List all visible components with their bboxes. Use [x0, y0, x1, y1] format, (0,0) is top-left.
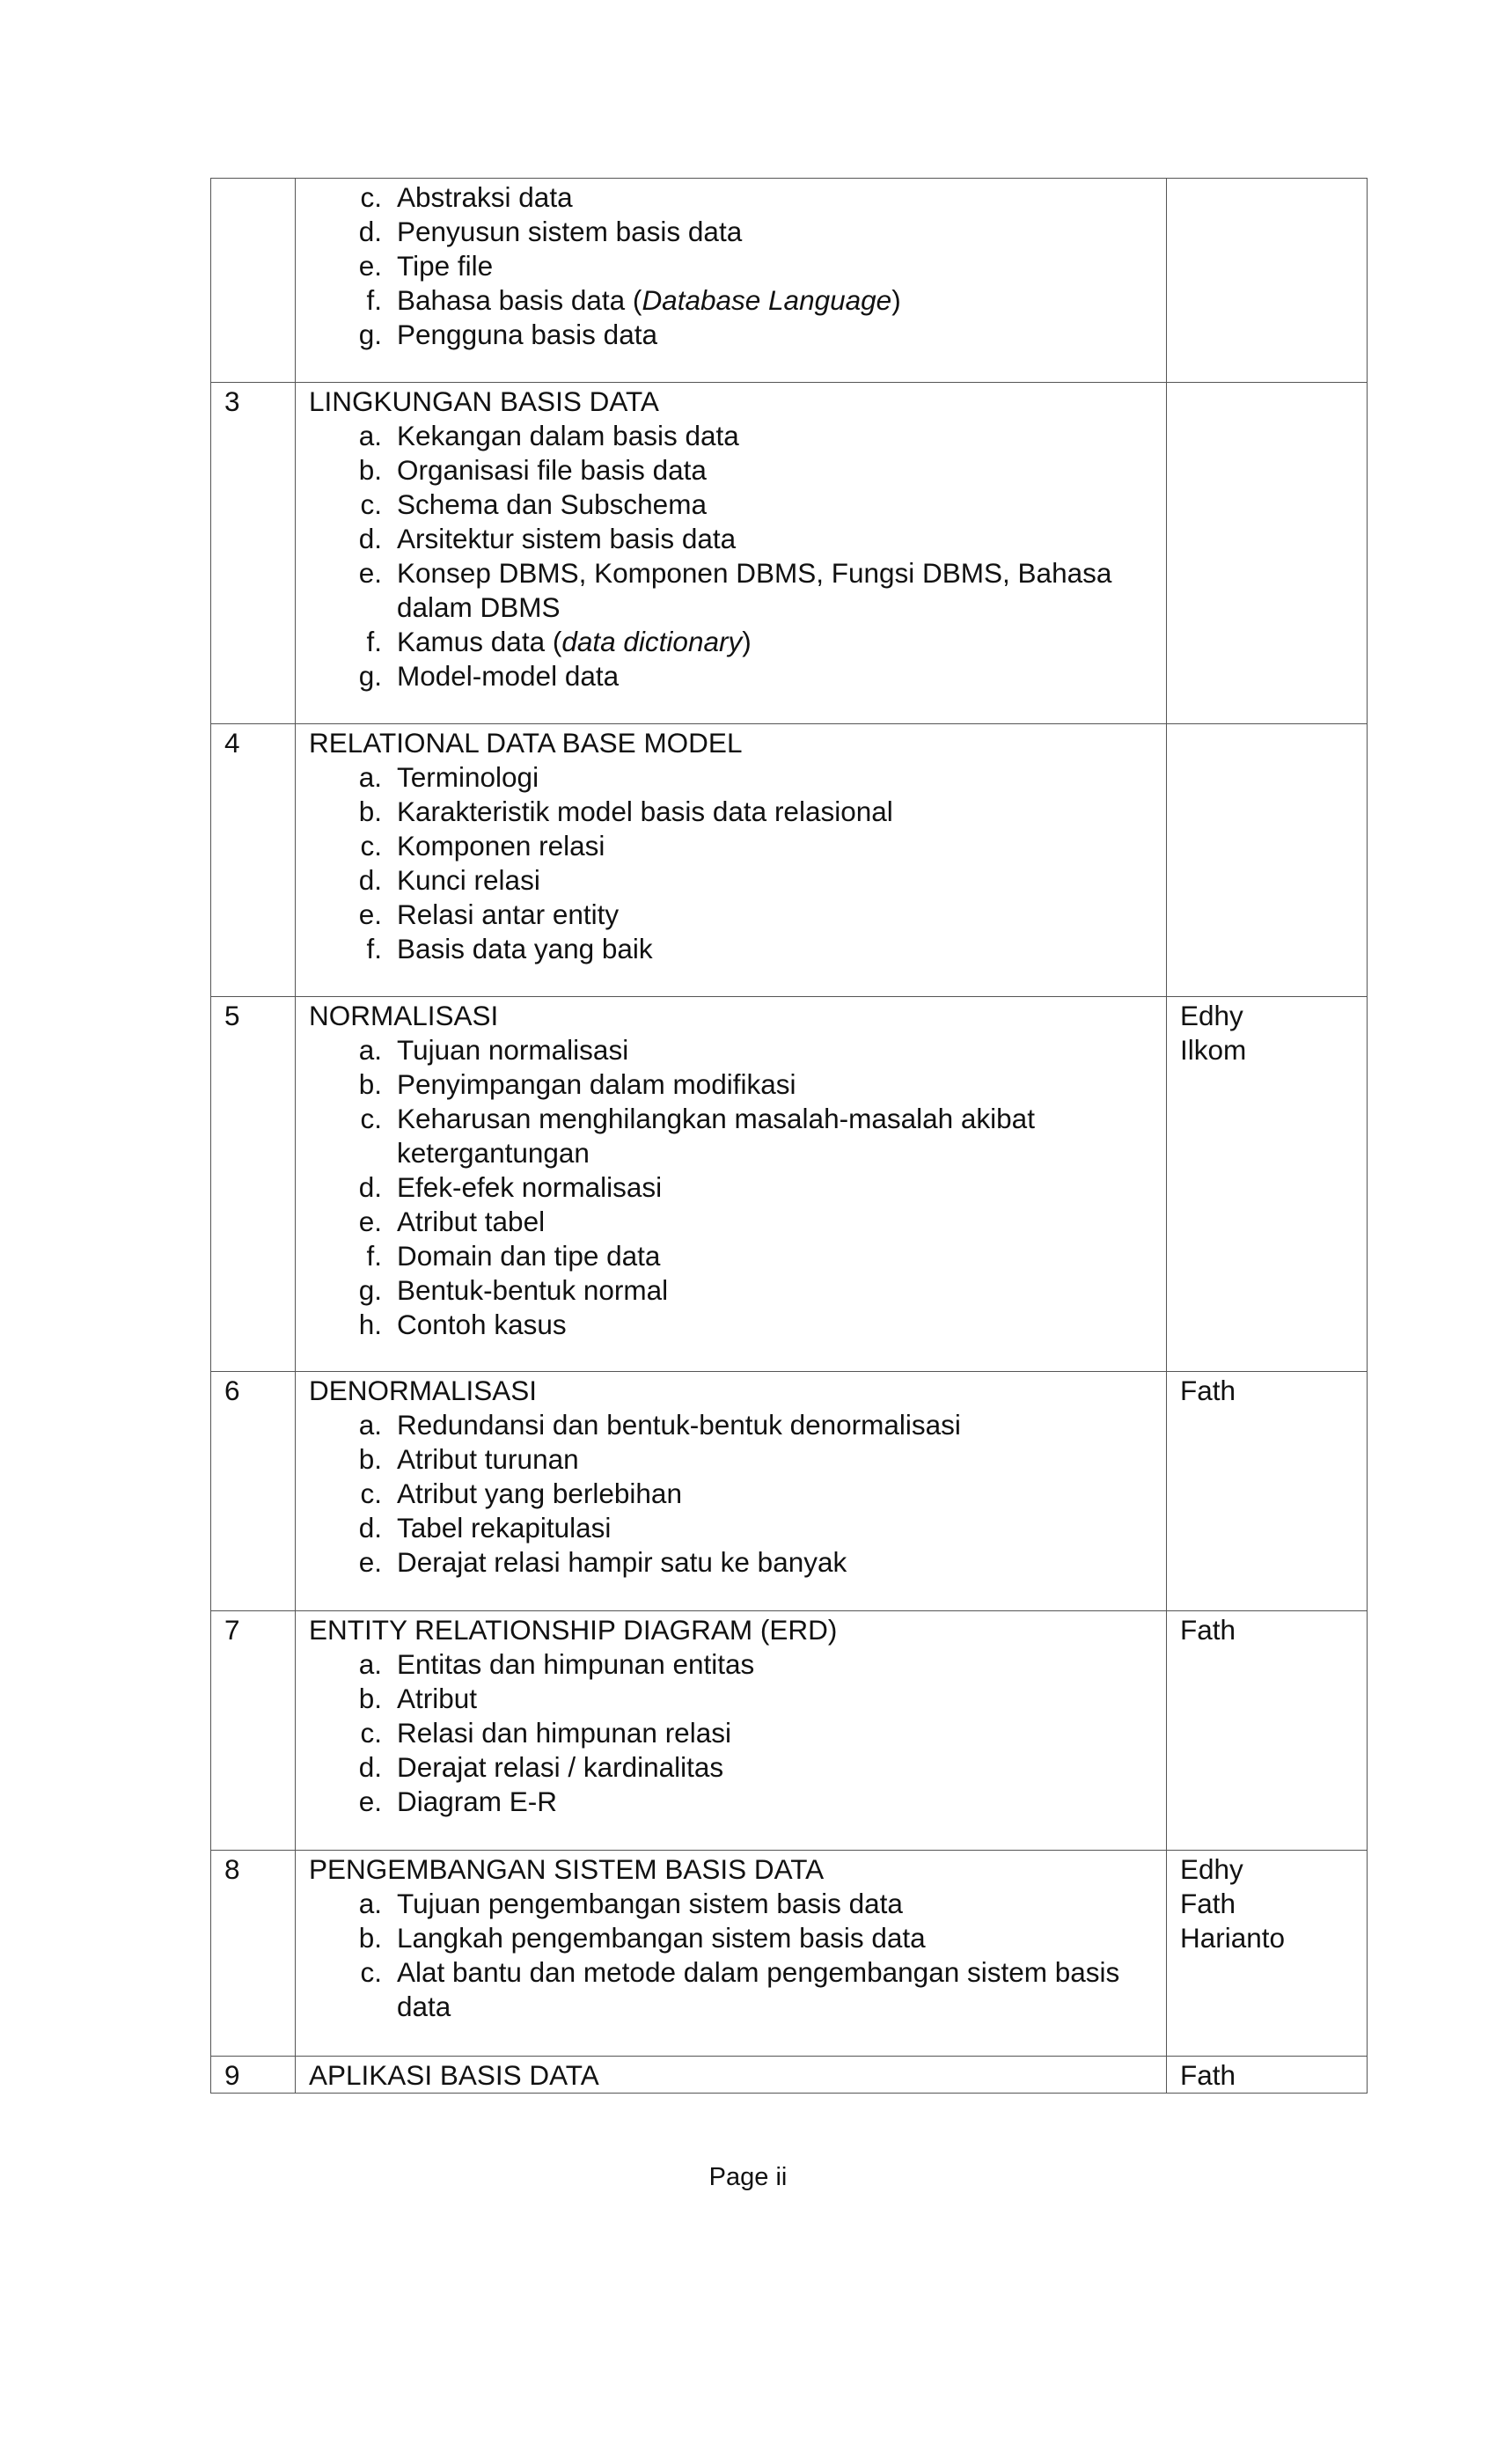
list-item-text: Derajat relasi / kardinalitas	[397, 1751, 724, 1783]
list-item-letter: f.	[366, 284, 382, 316]
subtopic-list	[309, 1647, 1157, 1819]
list-item	[353, 932, 1157, 966]
list-item-letter: b.	[358, 1068, 382, 1100]
list-item-text: Abstraksi data	[397, 181, 573, 213]
list-item-letter: b.	[358, 1443, 382, 1475]
list-item-text: Derajat relasi hampir satu ke banyak	[397, 1546, 847, 1578]
list-item-text: Atribut tabel	[397, 1206, 546, 1237]
author-name: Harianto	[1180, 1922, 1286, 1954]
list-item	[353, 1442, 1157, 1477]
author-cell	[1167, 997, 1368, 1372]
list-item	[353, 1716, 1157, 1750]
subtopic-list	[309, 1887, 1157, 2024]
row-number: 6	[211, 1372, 296, 1611]
row-number: 8	[211, 1851, 296, 2057]
list-item	[353, 488, 1157, 522]
topic-heading: LINGKUNGAN BASIS DATA	[309, 385, 659, 417]
syllabus-table-body	[211, 179, 1368, 2094]
list-item-letter: b.	[358, 454, 382, 486]
topic-cell	[296, 1372, 1167, 1611]
list-item-letter: h.	[358, 1309, 382, 1340]
list-item	[353, 1239, 1157, 1273]
list-item	[353, 180, 1157, 215]
list-item	[353, 215, 1157, 249]
list-item	[353, 419, 1157, 453]
author-name: Ilkom	[1180, 1034, 1247, 1066]
author-name: Fath	[1180, 1614, 1236, 1646]
author-name: Fath	[1180, 2059, 1236, 2091]
author-name: Fath	[1180, 1888, 1236, 1919]
topic-cell	[296, 1611, 1167, 1851]
list-item	[353, 1955, 1157, 2024]
list-item-letter: e.	[358, 1206, 382, 1237]
list-item	[353, 829, 1157, 863]
table-row	[211, 2057, 1368, 2094]
list-item	[353, 1682, 1157, 1716]
list-item-text: Arsitektur sistem basis data	[397, 523, 737, 554]
list-item	[353, 522, 1157, 556]
list-item-text: Komponen relasi	[397, 830, 605, 862]
list-item	[353, 1545, 1157, 1580]
list-item-letter: d.	[358, 864, 382, 896]
page-number: Page ii	[708, 2163, 788, 2191]
list-item-text: Konsep DBMS, Komponen DBMS, Fungsi DBMS, Bahasa dalam DBMS	[397, 557, 1112, 623]
list-item-letter: f.	[366, 933, 382, 964]
list-item-text: Bentuk-bentuk normal	[397, 1274, 669, 1306]
list-item-text: Keharusan menghilangkan masalah-masalah akibat ketergantungan	[397, 1103, 1035, 1169]
topic-heading: PENGEMBANGAN SISTEM BASIS DATA	[309, 1853, 825, 1885]
list-item-letter: d.	[358, 1751, 382, 1783]
list-item-text: Diagram E-R	[397, 1786, 558, 1817]
list-item	[353, 1750, 1157, 1785]
topic-heading: APLIKASI BASIS DATA	[309, 2059, 599, 2091]
list-item-letter: e.	[358, 1546, 382, 1578]
list-item-letter: d.	[358, 523, 382, 554]
topic-cell	[296, 383, 1167, 724]
list-item-letter: c.	[360, 181, 382, 213]
list-item	[353, 1205, 1157, 1239]
table-row	[211, 724, 1368, 997]
list-item-text: Kekangan dalam basis data	[397, 420, 739, 451]
list-item-letter: c.	[360, 1478, 382, 1509]
list-item	[353, 1477, 1157, 1511]
list-item-letter: a.	[358, 1034, 382, 1066]
list-item-text: Karakteristik model basis data relasional	[397, 796, 893, 827]
subtopic-list	[309, 1408, 1157, 1580]
list-item	[353, 1887, 1157, 1921]
topic-heading: ENTITY RELATIONSHIP DIAGRAM (ERD)	[309, 1614, 838, 1646]
topic-cell	[296, 2057, 1167, 2094]
list-item-letter: e.	[358, 898, 382, 930]
list-item-italic-term: data dictionary	[561, 626, 743, 657]
subtopic-list	[309, 419, 1157, 693]
list-item-text: Redundansi dan bentuk-bentuk denormalisasi	[397, 1409, 961, 1441]
list-item-letter: g.	[358, 660, 382, 692]
list-item-text: Atribut yang berlebihan	[397, 1478, 682, 1509]
list-item	[353, 1308, 1157, 1342]
list-item-text: Terminologi	[397, 761, 539, 793]
author-name: Edhy	[1180, 1853, 1243, 1885]
list-item	[353, 898, 1157, 932]
list-item	[353, 1921, 1157, 1955]
table-row	[211, 1851, 1368, 2057]
list-item-text: Pengguna basis data	[397, 319, 657, 350]
list-item-letter: e.	[358, 250, 382, 282]
list-item-letter: a.	[358, 1648, 382, 1680]
list-item-text-after: )	[891, 284, 901, 316]
table-row	[211, 1611, 1368, 1851]
list-item-text: Basis data yang baik	[397, 933, 653, 964]
list-item-letter: e.	[358, 557, 382, 589]
list-item-text: Entitas dan himpunan entitas	[397, 1648, 755, 1680]
list-item	[353, 1033, 1157, 1067]
row-number: 5	[211, 997, 296, 1372]
list-item-letter: g.	[358, 319, 382, 350]
list-item-letter: c.	[360, 1103, 382, 1134]
list-item-text: Tujuan normalisasi	[397, 1034, 629, 1066]
subtopic-list	[309, 180, 1157, 352]
list-item	[353, 1408, 1157, 1442]
row-number	[211, 179, 296, 383]
list-item-letter: c.	[360, 830, 382, 862]
row-number: 7	[211, 1611, 296, 1851]
list-item	[353, 625, 1157, 659]
list-item-text: Penyimpangan dalam modifikasi	[397, 1068, 796, 1100]
list-item-text: Bahasa basis data (	[397, 284, 642, 316]
author-cell	[1167, 1372, 1368, 1611]
list-item-text: Organisasi file basis data	[397, 454, 707, 486]
list-item-text: Domain dan tipe data	[397, 1240, 661, 1272]
row-number: 9	[211, 2057, 296, 2094]
subtopic-list	[309, 760, 1157, 966]
list-item-text: Tujuan pengembangan sistem basis data	[397, 1888, 903, 1919]
topic-cell	[296, 179, 1167, 383]
list-item-text: Langkah pengembangan sistem basis data	[397, 1922, 926, 1954]
list-item-letter: d.	[358, 1512, 382, 1544]
list-item	[353, 1785, 1157, 1819]
list-item-text: Penyusun sistem basis data	[397, 216, 743, 247]
list-item-letter: b.	[358, 1922, 382, 1954]
list-item-letter: d.	[358, 1171, 382, 1203]
list-item-text: Kamus data (	[397, 626, 562, 657]
list-item	[353, 1511, 1157, 1545]
subtopic-list	[309, 1033, 1157, 1342]
list-item	[353, 1273, 1157, 1308]
topic-cell	[296, 1851, 1167, 2057]
syllabus-table	[210, 178, 1368, 2094]
list-item-letter: e.	[358, 1786, 382, 1817]
author-name: Edhy	[1180, 1000, 1243, 1031]
list-item-letter: c.	[360, 488, 382, 520]
table-row	[211, 1372, 1368, 1611]
table-row	[211, 383, 1368, 724]
author-cell	[1167, 2057, 1368, 2094]
topic-heading: DENORMALISASI	[309, 1375, 538, 1406]
author-name: Fath	[1180, 1375, 1236, 1406]
topic-heading: NORMALISASI	[309, 1000, 499, 1031]
list-item-text: Relasi dan himpunan relasi	[397, 1717, 731, 1749]
list-item	[353, 1067, 1157, 1102]
list-item-text: Model-model data	[397, 660, 620, 692]
topic-cell	[296, 724, 1167, 997]
row-number: 3	[211, 383, 296, 724]
row-number: 4	[211, 724, 296, 997]
list-item-text: Relasi antar entity	[397, 898, 620, 930]
list-item-letter: a.	[358, 1888, 382, 1919]
list-item	[353, 1170, 1157, 1205]
list-item-letter: a.	[358, 761, 382, 793]
list-item	[353, 283, 1157, 318]
list-item	[353, 760, 1157, 795]
list-item-italic-term: Database Language	[642, 284, 892, 316]
list-item-letter: d.	[358, 216, 382, 247]
list-item-text: Alat bantu dan metode dalam pengembangan sistem basis data	[397, 1956, 1120, 2022]
list-item	[353, 1102, 1157, 1170]
list-item-letter: g.	[358, 1274, 382, 1306]
list-item-text: Contoh kasus	[397, 1309, 567, 1340]
list-item	[353, 795, 1157, 829]
author-cell	[1167, 724, 1368, 997]
table-row	[211, 997, 1368, 1372]
list-item-text: Kunci relasi	[397, 864, 540, 896]
list-item	[353, 249, 1157, 283]
list-item	[353, 659, 1157, 693]
list-item-text: Schema dan Subschema	[397, 488, 707, 520]
list-item	[353, 453, 1157, 488]
list-item-letter: b.	[358, 796, 382, 827]
table-row	[211, 179, 1368, 383]
list-item-text: Tabel rekapitulasi	[397, 1512, 612, 1544]
author-cell	[1167, 1611, 1368, 1851]
list-item-text: Atribut	[397, 1683, 478, 1714]
list-item-letter: c.	[360, 1717, 382, 1749]
list-item	[353, 863, 1157, 898]
list-item-letter: b.	[358, 1683, 382, 1714]
list-item-text-after: )	[742, 626, 752, 657]
list-item-text: Efek-efek normalisasi	[397, 1171, 663, 1203]
list-item	[353, 318, 1157, 352]
topic-heading: RELATIONAL DATA BASE MODEL	[309, 727, 743, 759]
author-cell	[1167, 383, 1368, 724]
topic-cell	[296, 997, 1167, 1372]
list-item-letter: c.	[360, 1956, 382, 1988]
list-item-letter: a.	[358, 1409, 382, 1441]
list-item-letter: a.	[358, 420, 382, 451]
list-item	[353, 556, 1157, 625]
list-item-letter: f.	[366, 1240, 382, 1272]
list-item-letter: f.	[366, 626, 382, 657]
author-cell	[1167, 179, 1368, 383]
author-cell	[1167, 1851, 1368, 2057]
list-item-text: Tipe file	[397, 250, 494, 282]
list-item	[353, 1647, 1157, 1682]
list-item-text: Atribut turunan	[397, 1443, 579, 1475]
